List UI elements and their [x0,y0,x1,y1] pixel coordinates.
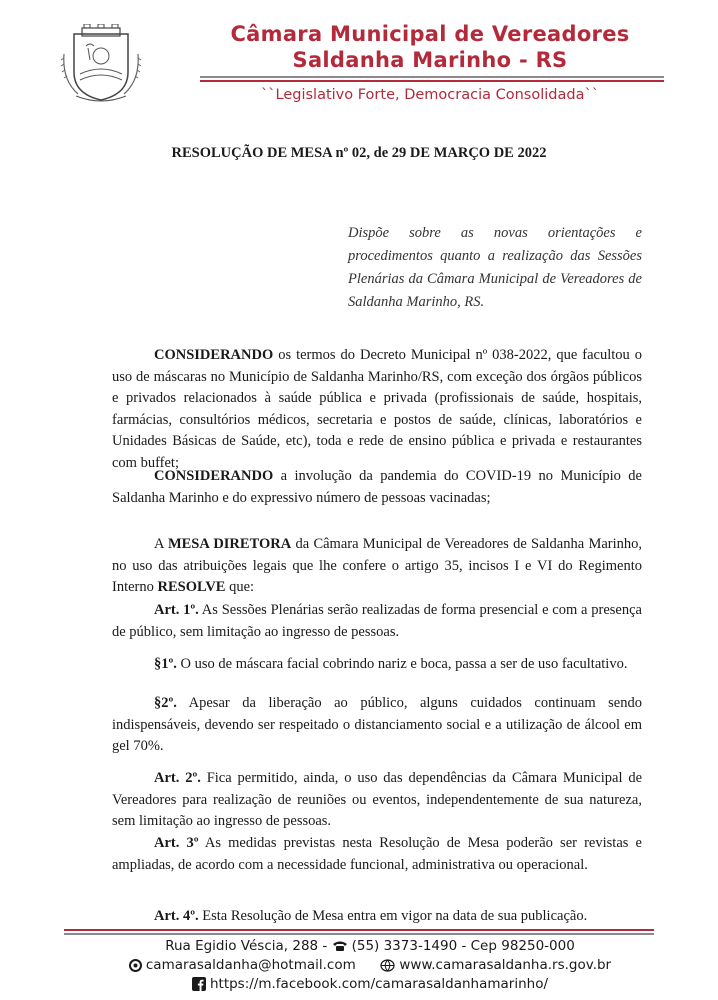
paragraph-considerando-1 [112,345,642,474]
section-label: §2º. [154,695,177,711]
paragraph-section-2 [112,693,642,758]
footer-address-line [100,938,640,954]
slogan: ``Legislativo Forte, Democracia Consolidada`` [261,87,599,103]
article-2 [112,768,642,833]
paragraph-text: os termos do Decreto Municipal nº 038-2022, que facultou o uso de máscaras no Município de Saldanha Marinho/RS, com exceção dos órgãos públicos e privados relacionados à saúde pública e privada (profissionais de saúde, hospitais, farmácias, consultórios médicos, secretaria e postos de saúde, clínicas, laboratórios e Unidades Básicas de Saúde, etc), toda e rede de ensino pública e privada e restaurantes com buffet; [112,347,642,471]
article-label: Art. 3º [154,835,199,851]
paragraph-text: da Câmara Municipal de Vereadores de Saldanha Marinho, no uso das atribuições legais que lhe confere o artigo 35, incisos I e VI do Regimento Interno [112,536,643,595]
email-text[interactable]: camarasaldanha@hotmail.com [145,957,356,973]
resolve-label: RESOLVE [157,579,226,595]
facebook-link[interactable]: https://m.facebook.com/camarasaldanhamarinho/ [209,976,549,992]
article-1 [112,600,642,643]
globe-icon [380,959,395,972]
mesa-diretora-label: MESA DIRETORA [167,536,292,552]
organization-location: Saldanha Marinho - RS [292,48,568,72]
paragraph-considerando-2 [112,466,642,509]
article-4 [112,906,642,928]
organization-name: Câmara Municipal de Vereadores [230,22,630,46]
footer-rule-red [64,929,654,931]
considerando-label: CONSIDERANDO [154,468,274,484]
article-text: As Sessões Plenárias serão realizadas de forma presencial e com a presença de público, sem limitação ao ingresso de pessoas. [112,602,642,640]
paragraph-text: A [154,536,168,552]
footer-facebook-line [100,976,640,992]
article-text: As medidas previstas nesta Resolução de Mesa poderão ser revistas e ampliadas, de acordo com a necessidade funcional, administrativa ou operacional. [112,835,642,873]
article-text: Fica permitido, ainda, o uso das dependências da Câmara Municipal de Vereadores para realização de reuniões ou eventos, independentemente de sua natureza, sem limitação ao ingresso de pessoas. [112,770,643,829]
header-rule-red [200,80,664,82]
facebook-icon [192,977,206,991]
article-text: Esta Resolução de Mesa entra em vigor na data de sua publicação. [198,908,588,924]
header-rule-top [200,76,664,78]
crest-icon [60,24,142,106]
article-label: Art. 2º. [154,770,201,786]
section-text: O uso de máscara facial cobrindo nariz e boca, passa a ser de uso facultativo. [176,656,628,672]
paragraph-mesa-diretora [112,534,642,599]
section-text: Apesar da liberação ao público, alguns cuidados continuam sendo indispensáveis, devendo ser respeitado o distanciamento social e a utilização de álcool em gel 70%. [112,695,642,754]
footer-contact-line [100,957,640,973]
paragraph-text: a involução da pandemia do COVID-19 no Município de Saldanha Marinho e do expressivo número de pessoas vacinadas; [112,468,642,506]
paragraph-text: que: [225,579,255,595]
footer-rule-gray [64,933,654,935]
article-label: Art. 1º. [154,602,199,618]
section-label: §1º. [154,656,177,672]
article-3 [112,833,642,876]
email-icon [129,959,142,972]
address-text: Rua Egidio Véscia, 288 - [165,938,328,954]
phone-text: (55) 3373-1490 - Cep 98250-000 [351,938,575,954]
website-text[interactable]: www.camarasaldanha.rs.gov.br [399,957,612,973]
considerando-label: CONSIDERANDO [154,347,274,363]
article-label: Art. 4º. [154,908,199,924]
document-title: RESOLUÇÃO DE MESA nº 02, de 29 DE MARÇO DE 2022 [171,145,547,161]
ementa: Dispõe sobre as novas orientações e procedimentos quanto a realização das Sessões Plenárias da Câmara Municipal de Vereadores de Saldanha Marinho, RS. [348,225,642,310]
phone-icon [332,940,348,952]
paragraph-section-1 [112,654,642,676]
